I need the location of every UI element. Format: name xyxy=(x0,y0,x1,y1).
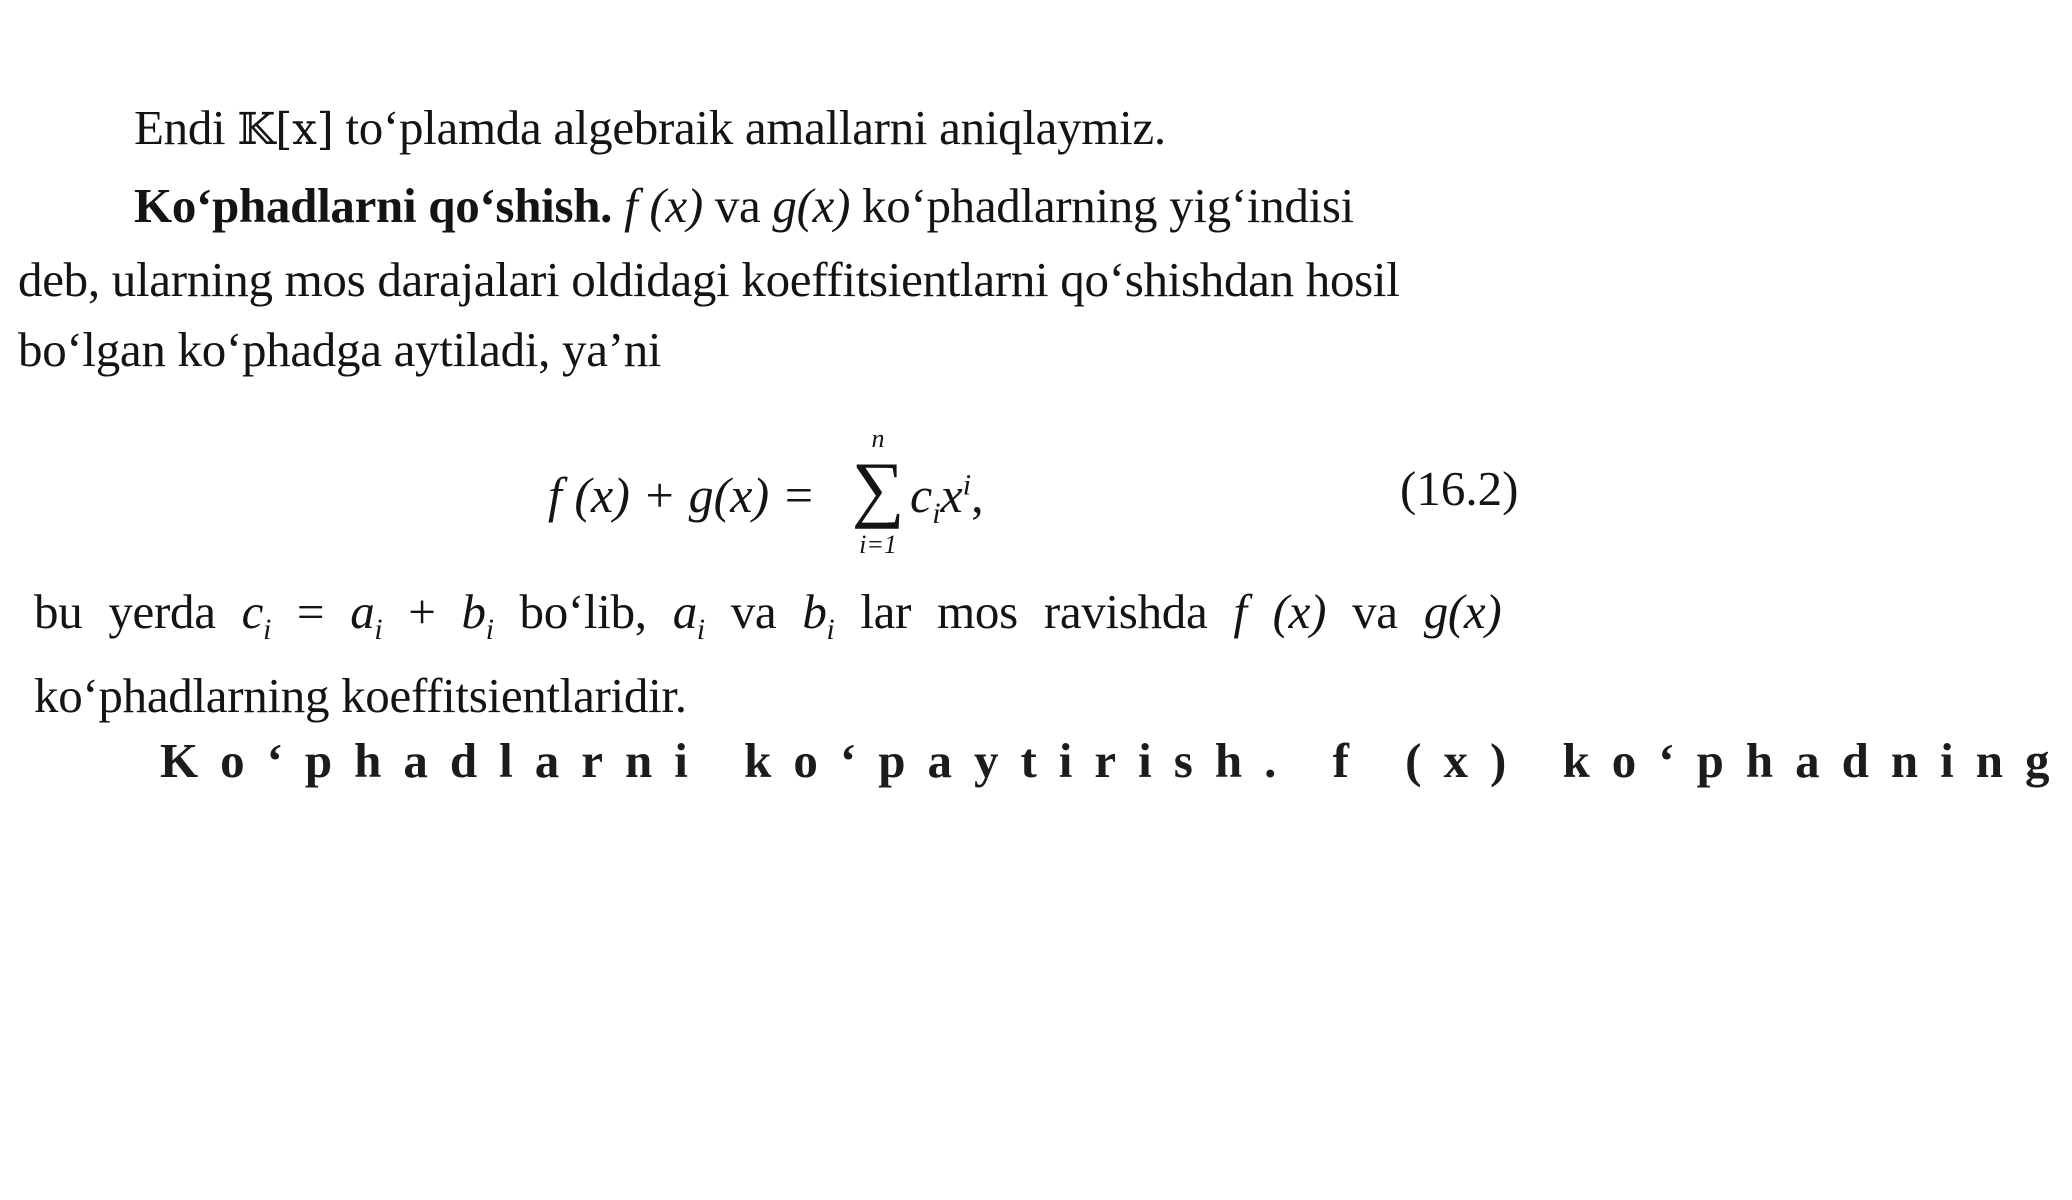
text: to‘plamda algebraik amallarni aniqlaymiz. xyxy=(333,100,1166,155)
explanation-line-1: bu yerda $c_i = a_i + b_i$ bo‘lib, $a_i$ va $b_i$ lar mos ravishda f (x) va g(x) xyxy=(34,584,1502,646)
c-i: $c_i$ xyxy=(241,584,271,646)
text: ko‘phadlarning yig‘indisi xyxy=(850,178,1354,233)
f-of-x: f (x) xyxy=(1233,584,1327,639)
g-of-x: g(x) xyxy=(1423,584,1502,639)
text: Endi xyxy=(134,100,238,155)
f-of-x: f (x) xyxy=(624,178,703,233)
summation xyxy=(848,424,908,560)
text: va xyxy=(702,178,773,233)
cut-off-text-line: Ko‘phadlarni ko‘paytirish. f (x) ko‘phadning xyxy=(160,733,2072,788)
paragraph-intro xyxy=(134,98,1166,160)
polynomial-ring-symbol: 𝕂[x] xyxy=(237,104,334,155)
g-of-x: g(x) xyxy=(772,178,851,233)
explanation-line-2: ko‘phadlarning koeffitsientlaridir. xyxy=(34,668,687,723)
equation-lhs: f (x) + g(x) = xyxy=(548,467,816,523)
sum-upper-limit: n xyxy=(871,424,885,453)
definition-heading: Ko‘phadlarni qo‘shish. xyxy=(134,178,613,233)
sum-lower-limit: i=1 xyxy=(859,530,897,559)
equation-number: (16.2) xyxy=(1400,461,1519,516)
definition-line-1 xyxy=(134,176,1354,236)
sigma-symbol: ∑ xyxy=(851,448,905,530)
definition-line-3: bo‘lgan ko‘phadga aytiladi, ya’ni xyxy=(18,322,662,377)
a-i: $a_i$ xyxy=(350,584,383,646)
sum-equation xyxy=(548,424,1028,560)
definition-line-2: deb, ularning mos darajalari oldidagi koeffitsientlarni qo‘shishdan hosil xyxy=(18,252,1400,307)
summation-term: $c_ix^i$, xyxy=(910,467,984,530)
b-i: $b_i$ xyxy=(461,584,494,646)
